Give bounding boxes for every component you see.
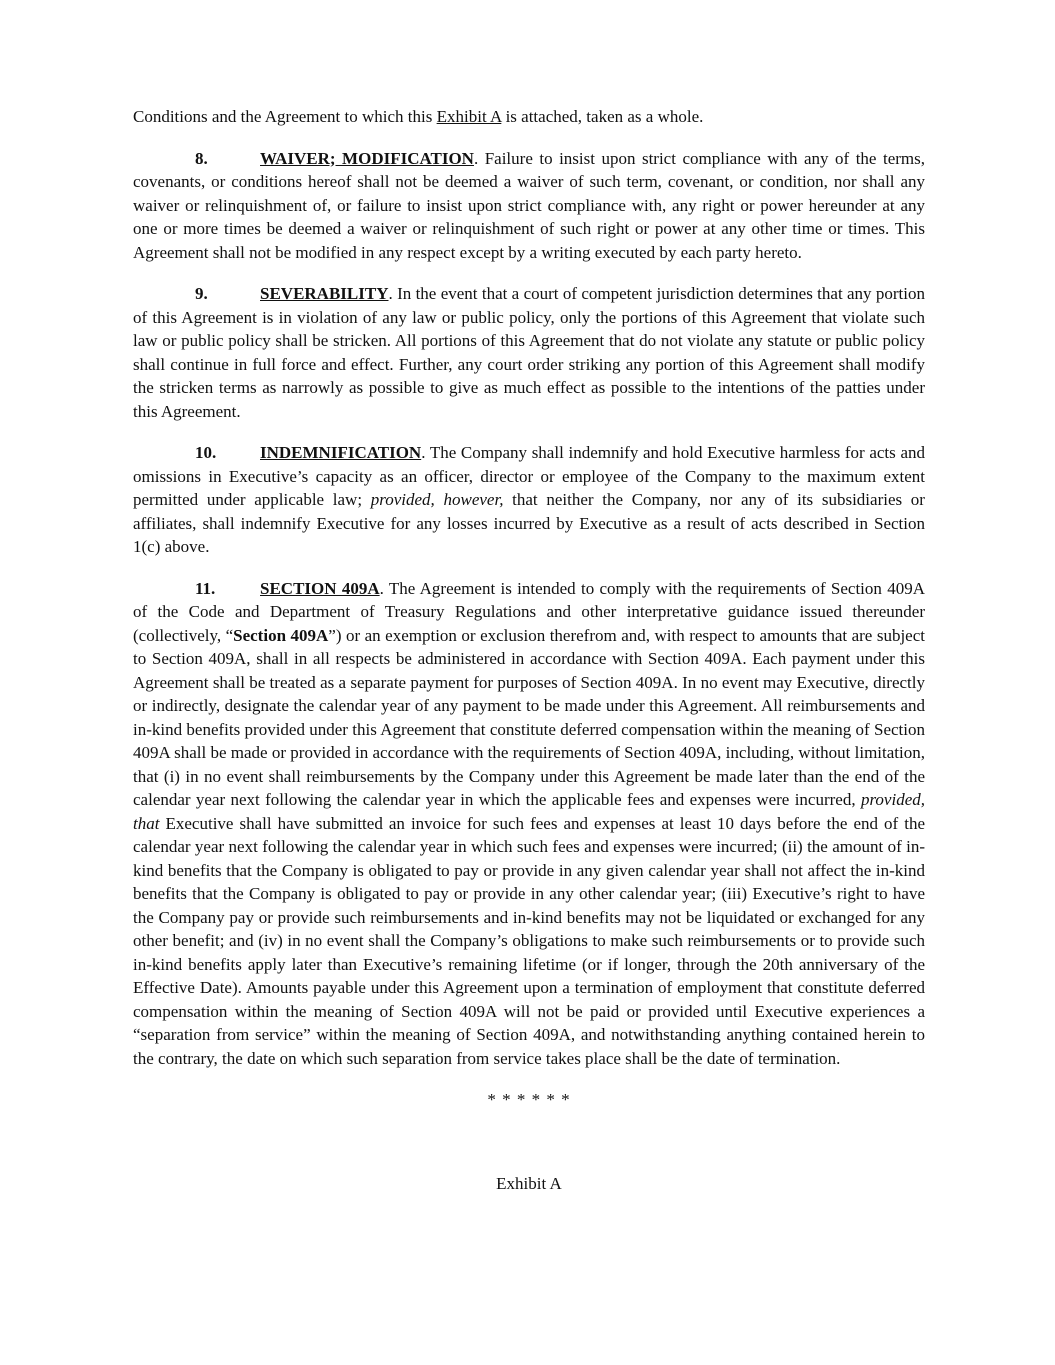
body-text-run: is attached, taken as a whole. (501, 107, 704, 126)
paragraph-section-10-indemnification (133, 441, 925, 559)
body-text-run: Conditions and the Agreement to which this (133, 107, 437, 126)
paragraph-section-8-waiver-modification (133, 147, 925, 265)
paragraph-intro (133, 105, 925, 129)
paragraph-section-11-section-409a (133, 577, 925, 1071)
body-text-run: . The Agreement is intended to comply with the requirements of Section 409A of the Code and Department of Treasury Regulations and other interpretative guidance issued thereunder (collectively, “ (133, 578, 925, 645)
section-number: 8. (195, 148, 208, 168)
body-text-run: . The Company shall indemnify and hold Executive harmless for acts and omissions in Executive’s capacity as an officer, director or employee of the Company to the maximum extent permitted under applicable law; (133, 443, 925, 509)
section-heading: SECTION 409A (260, 578, 380, 598)
italic-proviso-text: provided, however, (370, 490, 504, 509)
body-text-run: . In the event that a court of competent jurisdiction determines that any portion of this Agreement is in violation of any law or public policy, only the portions of this Agreement that violate such law or public policy shall be stricken. All portions of this Agreement that do not violate any statute or public policy shall continue in full force and effect. Further, any court order striking any portion of this Agreement shall modify the stricken terms as narrowly as possible to give as much effect as possible to the intentions of the patties under this Agreement. (133, 284, 925, 421)
body-text-run: that neither the Company, nor any of its subsidiaries or affiliates, shall indemnify Executive for any losses incurred by Executive as a result of acts described in Section 1(c) above. (133, 490, 925, 556)
section-number: 10. (195, 443, 217, 462)
section-number: 11. (195, 578, 216, 598)
italic-proviso-text: provided, that (133, 790, 925, 833)
body-text-run: ”) or an exemption or exclusion therefrom and, with respect to amounts that are subject to Section 409A, shall in all respects be administered in accordance with Section 409A. Each payment under this Agreement shall be treated as a separate payment for purposes of Section 409A. In no event may Executive, directly or indirectly, designate the calendar year of any payment to be made under this Agreement. All reimbursements and in-kind benefits provided under this Agreement that constitute deferred compensation within the meaning of Section 409A shall be made or provided in accordance with the requirements of Section 409A, including, without limitation, that (i) in no event shall reimbursements by the Company under this Agreement be made later than the end of the calendar year next following the calendar year in which the applicable fees and expenses were incurred, (133, 625, 925, 809)
underlined-reference: Exhibit A (436, 107, 502, 126)
section-heading: WAIVER; MODIFICATION (260, 148, 474, 168)
section-heading: INDEMNIFICATION (260, 443, 422, 462)
section-number: 9. (195, 284, 208, 303)
body-text-run: Executive shall have submitted an invoice for such fees and expenses at least 10 days before the end of the calendar year next following the calendar year in which such fees and expenses were incurred; (ii) the amount of in-kind benefits that the Company is obligated to pay or provide in any given calendar year shall not affect the in-kind benefits that the Company is obligated to pay or provide in any other calendar year; (iii) Executive’s right to have the Company pay or provide such reimbursements and in-kind benefits may not be liquidated or exchanged for any other benefit; and (iv) in no event shall the Company’s obligations to make such reimbursements or to provide such in-kind benefits apply later than Executive’s remaining lifetime (or if longer, through the 20th anniversary of the Effective Date). Amounts payable under this Agreement upon a termination of employment that constitute deferred compensation within the meaning of Section 409A will not be paid or provided until Executive experiences a “separation from service” within the meaning of Section 409A, and notwithstanding anything contained herein to the contrary, the date on which such separation from service takes place shall be the date of termination. (133, 813, 925, 1068)
section-heading: SEVERABILITY (260, 284, 389, 303)
body-text-run: . Failure to insist upon strict compliance with any of the terms, covenants, or conditions hereof shall not be deemed a waiver of such term, covenant, or condition, nor shall any waiver or relinquishment of, or failure to insist upon strict compliance with, any right or power hereunder at any one or more times be deemed a waiver or relinquishment of such right or power at any other time or times. This Agreement shall not be modified in any respect except by a writing executed by each party hereto. (133, 148, 925, 262)
defined-term: Section 409A (233, 625, 329, 645)
asterisk-separator: * * * * * * (487, 1090, 571, 1109)
document-body (133, 105, 925, 1070)
page-footer-exhibit-label: Exhibit A (496, 1173, 562, 1193)
paragraph-section-9-severability (133, 282, 925, 423)
